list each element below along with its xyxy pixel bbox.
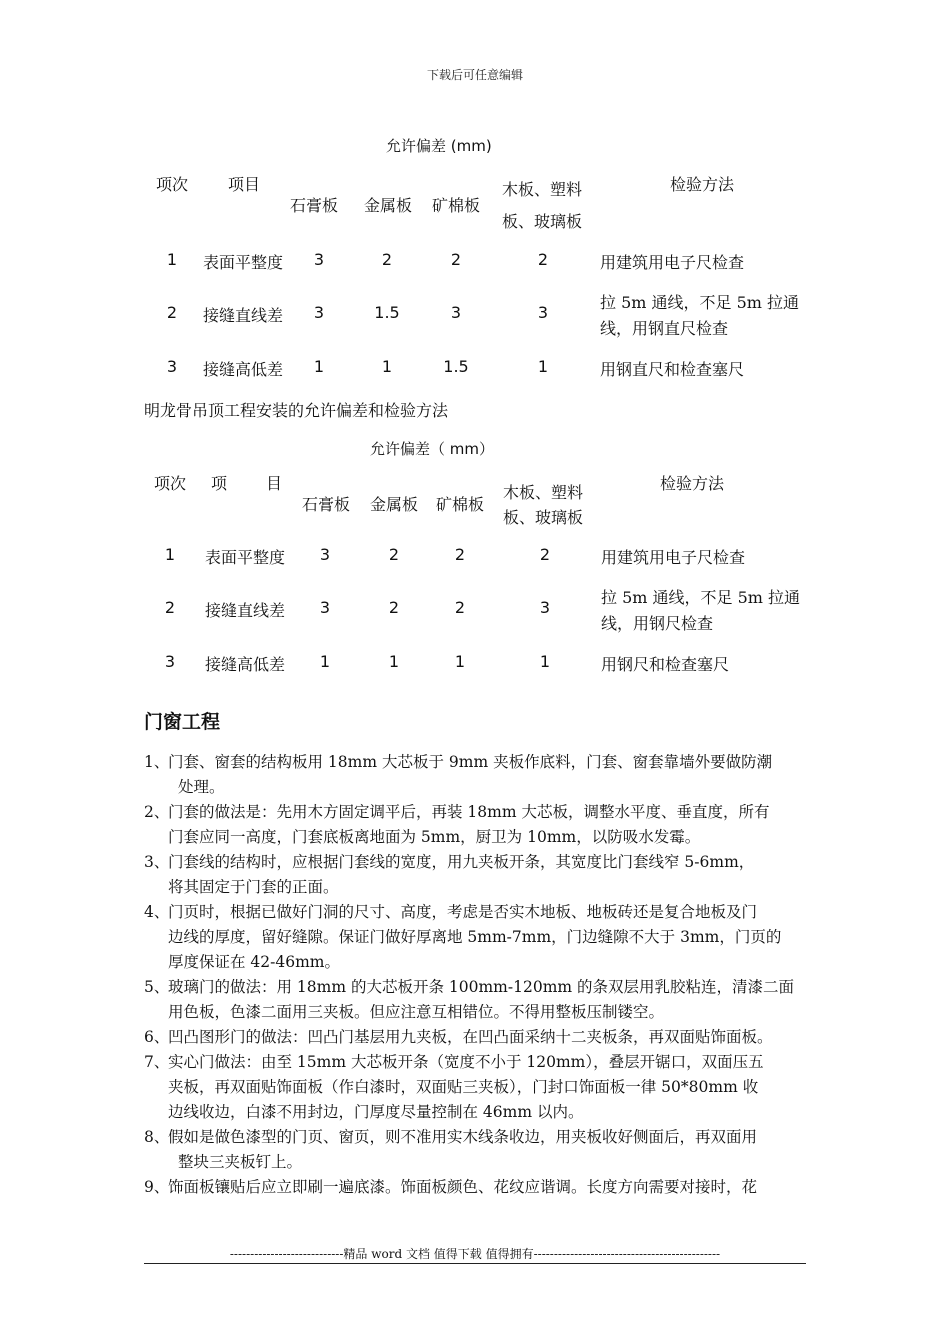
list-text-line1: 玻璃门的做法：用 18mm 的大芯板开条 100mm-120mm 的条双层用乳胶粘连，清漆二面 (168, 978, 795, 996)
row-index: 2 (166, 303, 178, 322)
list-text-line2: 夹板，再双面贴饰面板（作白漆时，双面贴三夹板），门封口饰面板一律 50*80mm 收 (168, 1078, 759, 1096)
row-metal: 1.5 (374, 303, 400, 322)
row-wood: 2 (539, 545, 551, 564)
row-index: 1 (164, 545, 176, 564)
header-method: 检验方法 (670, 175, 735, 194)
list-number: 2、 (144, 803, 170, 821)
list-text-line1: 假如是做色漆型的门页、窗页，则不准用实木线条收边，用夹板收好侧面后，再双面用 (168, 1128, 758, 1146)
header-gypsum: 石膏板 (290, 196, 339, 215)
row-method-line2: 线，用钢直尺检查 (600, 319, 729, 338)
row-metal: 1 (381, 357, 393, 376)
list-number: 6、 (144, 1028, 170, 1046)
list-text-line1: 门套的做法是：先用木方固定调平后，再装 18mm 大芯板，调整水平度、垂直度，所有 (168, 803, 770, 821)
row-metal: 1 (388, 652, 400, 671)
list-text-line2: 将其固定于门套的正面。 (168, 878, 339, 896)
row-gypsum: 3 (319, 545, 331, 564)
row-wood: 1 (537, 357, 549, 376)
list-text-line2: 边线的厚度，留好缝隙。保证门做好厚离地 5mm-7mm，门边缝隙不大于 3mm，门页的 (168, 928, 782, 946)
list-text-line3: 厚度保证在 42-46mm。 (168, 953, 341, 971)
list-number: 1、 (144, 753, 170, 771)
list-text-line1: 门套线的结构时，应根据门套线的宽度，用九夹板开条，其宽度比门套线窄 5-6mm， (168, 853, 755, 871)
list-text-line1: 实心门做法：由至 15mm 大芯板开条（宽度不小于 120mm），叠层开锯口，双面压五 (168, 1053, 764, 1071)
row-wood: 2 (537, 250, 549, 269)
list-text-line2: 处理。 (178, 778, 225, 796)
header-item-b: 目 (266, 474, 283, 493)
row-method: 用钢直尺和检查塞尺 (600, 360, 745, 379)
list-item (144, 750, 804, 800)
header-item: 项目 (228, 175, 261, 194)
list-item (144, 1175, 804, 1200)
row-wood: 1 (539, 652, 551, 671)
list-text-line1: 门套、窗套的结构板用 18mm 大芯板于 9mm 夹板作底料，门套、窗套靠墙外要做防潮 (168, 753, 773, 771)
row-wood: 3 (539, 598, 551, 617)
row-gypsum: 3 (319, 598, 331, 617)
row-gypsum: 3 (313, 250, 325, 269)
header-wood-line2: 板、玻璃板 (502, 212, 583, 231)
row-metal: 2 (388, 598, 400, 617)
list-item (144, 1125, 804, 1175)
list-text-line1: 饰面板镶贴后应立即刷一遍底漆。饰面板颜色、花纹应谐调。长度方向需要对接时，花 (168, 1178, 758, 1196)
row-mineral: 1.5 (443, 357, 469, 376)
row-method-line1: 拉 5m 通线，不足 5m 拉通 (600, 293, 800, 312)
row-item: 表面平整度 (203, 253, 284, 272)
list-item (144, 800, 804, 850)
list-number: 9、 (144, 1178, 170, 1196)
page-header: 下载后可任意编辑 (426, 68, 523, 82)
list-item (144, 975, 804, 1025)
header-mineral: 矿棉板 (436, 495, 485, 514)
header-item-a: 项 (211, 474, 228, 493)
header-metal: 金属板 (370, 495, 419, 514)
list-text-line1: 凹凸图形门的做法：凹凸门基层用九夹板，在凹凸面采纳十二夹板条，再双面贴饰面板。 (168, 1028, 773, 1046)
row-method: 用钢尺和检查塞尺 (601, 655, 730, 674)
list-text-line2: 整块三夹板钉上。 (178, 1153, 303, 1171)
doors-heading: 门窗工程 (144, 711, 221, 733)
row-item: 接缝直线差 (203, 306, 284, 325)
row-mineral: 2 (454, 545, 466, 564)
row-method-line2: 线，用钢尺检查 (601, 614, 714, 633)
header-wood-line2: 板、玻璃板 (503, 508, 584, 527)
row-item: 表面平整度 (205, 548, 286, 567)
list-item (144, 1025, 824, 1050)
row-mineral: 2 (450, 250, 462, 269)
list-number: 3、 (144, 853, 170, 871)
row-item: 接缝高低差 (205, 655, 286, 674)
row-metal: 2 (381, 250, 393, 269)
row-gypsum: 3 (313, 303, 325, 322)
list-text-line2: 用色板，色漆二面用三夹板。但应注意互相错位。不得用整板压制镂空。 (168, 1003, 665, 1021)
header-mineral: 矿棉板 (432, 196, 481, 215)
list-text-line1: 门页时，根据已做好门洞的尺寸、高度，考虑是否实木地板、地板砖还是复合地板及门 (168, 903, 758, 921)
list-number: 5、 (144, 978, 170, 996)
header-method: 检验方法 (660, 474, 725, 493)
header-metal: 金属板 (364, 196, 413, 215)
row-mineral: 2 (454, 598, 466, 617)
section-title: 明龙骨吊顶工程安装的允许偏差和检验方法 (144, 401, 449, 420)
header-index: 项次 (154, 474, 187, 493)
header-wood-line1: 木板、塑料 (502, 180, 583, 199)
header-index: 项次 (156, 175, 189, 194)
row-metal: 2 (388, 545, 400, 564)
header-wood-line1: 木板、塑料 (503, 483, 584, 502)
list-text-line3: 边线收边，白漆不用封边，门厚度尽量控制在 46mm 以内。 (168, 1103, 584, 1121)
header-gypsum: 石膏板 (302, 495, 351, 514)
list-item (144, 850, 804, 900)
row-mineral: 3 (450, 303, 462, 322)
row-item: 接缝高低差 (203, 360, 284, 379)
row-method-line1: 拉 5m 通线，不足 5m 拉通 (601, 588, 801, 607)
row-wood: 3 (537, 303, 549, 322)
row-gypsum: 1 (319, 652, 331, 671)
list-text-line2: 门套应同一高度，门套底板离地面为 5mm，厨卫为 10mm，以防吸水发霉。 (168, 828, 701, 846)
row-item: 接缝直线差 (205, 601, 286, 620)
row-method: 用建筑用电子尺检查 (600, 253, 745, 272)
footer-divider (144, 1263, 806, 1264)
list-number: 7、 (144, 1053, 170, 1071)
table-caption: 允许偏差 (mm) (386, 137, 492, 155)
list-number: 8、 (144, 1128, 170, 1146)
page-footer: ----------------------------精品 word 文档 值得下载 值得拥有---------------------------------------------- (229, 1247, 721, 1261)
row-index: 1 (166, 250, 178, 269)
row-method: 用建筑用电子尺检查 (601, 548, 746, 567)
list-item (144, 900, 804, 975)
table-caption: 允许偏差（ mm） (370, 440, 494, 458)
list-number: 4、 (144, 903, 170, 921)
row-mineral: 1 (454, 652, 466, 671)
row-index: 2 (164, 598, 176, 617)
list-item (144, 1050, 804, 1125)
row-gypsum: 1 (313, 357, 325, 376)
row-index: 3 (166, 357, 178, 376)
row-index: 3 (164, 652, 176, 671)
